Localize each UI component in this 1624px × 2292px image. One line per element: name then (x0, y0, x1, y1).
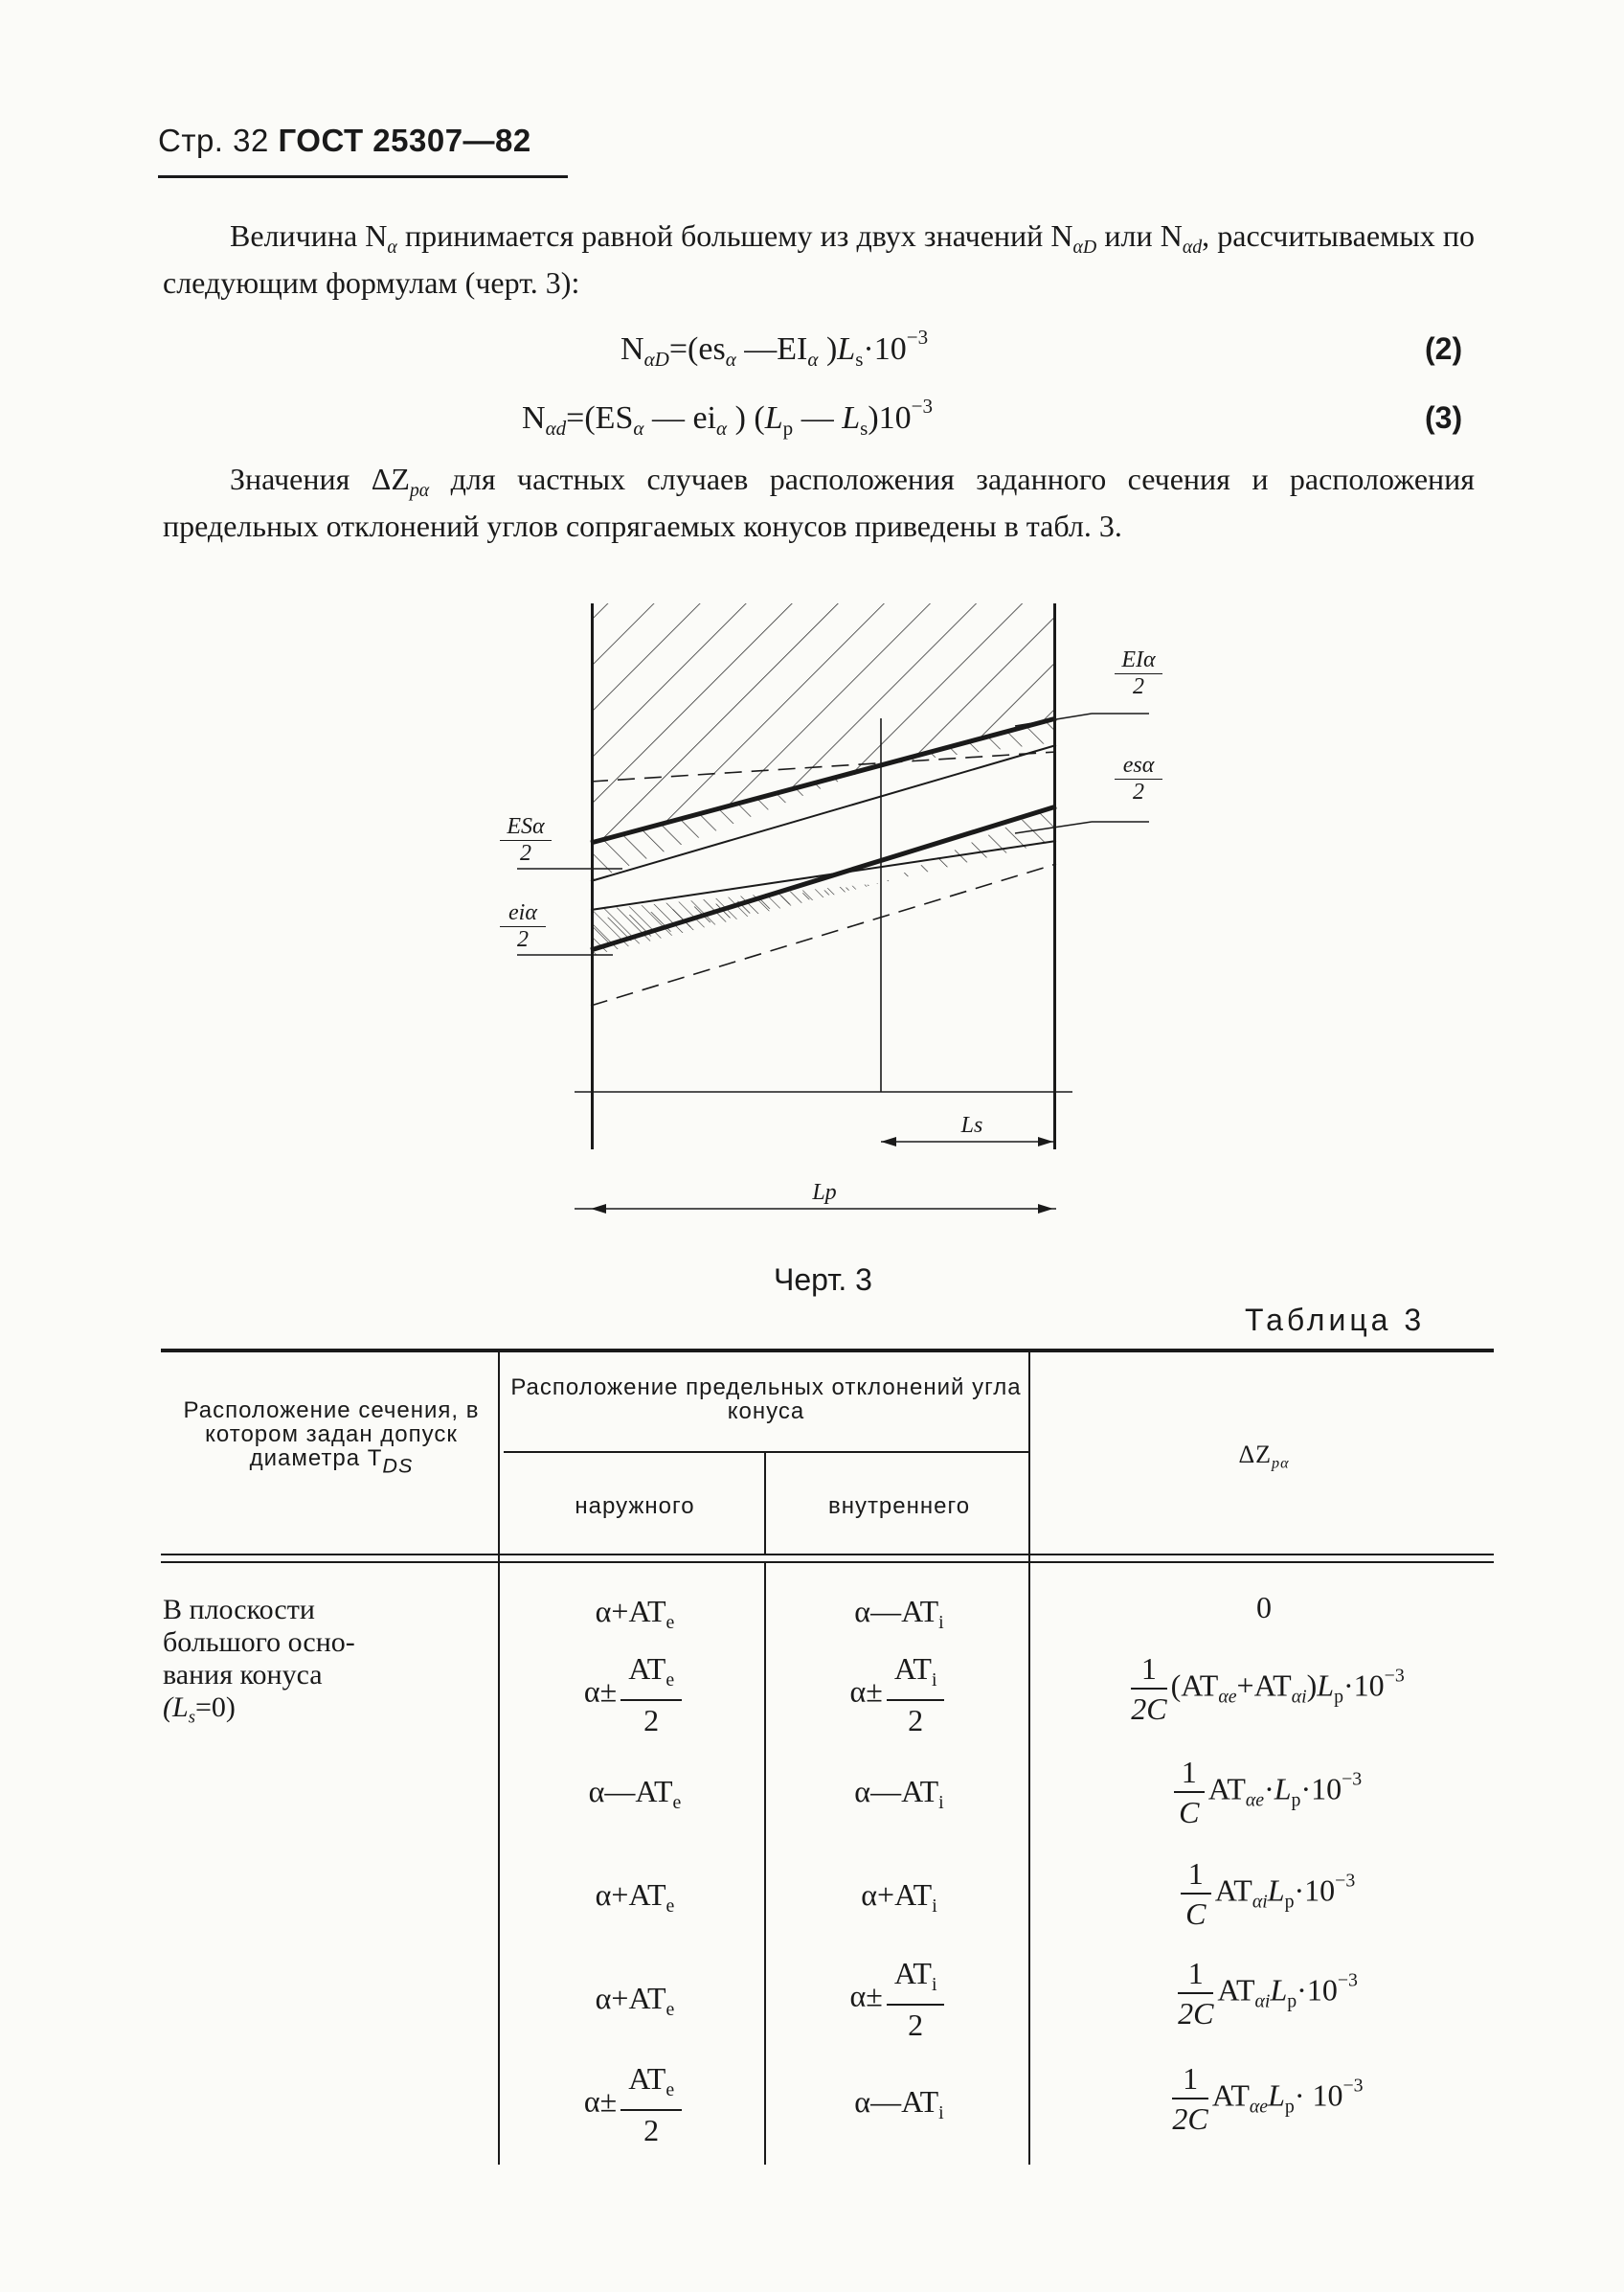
cone-deviation-drawing (479, 594, 1207, 1226)
label-EI: EIα 2 (1115, 647, 1162, 700)
label-ei: eiα 2 (500, 900, 546, 953)
table-row-6-external: α± $\frac{AT_e}{2}$ (508, 2059, 762, 2149)
header-deviation-group: Расположение предельных отклонений угла конуса (510, 1374, 1022, 1424)
table-row-3-internal: $\alpha—AT_i$ (854, 1774, 944, 1813)
table-row-6-dz: $\frac{1}{2C}$ $AT_{\alpha e}L_p\cdot 10^{-3}$ (1172, 2061, 1364, 2136)
figure-caption: Черт. 3 (774, 1262, 872, 1297)
formula-3: $N_{\alpha d}=(ES_\alpha$ — $ei_\alpha$ ) ($L_p$ — $L_s)10^{-3}$ (522, 395, 934, 441)
header-section-location: Расположение сечения, в котором задан допуск диаметра $T_{DS}$ (183, 1397, 480, 1478)
label-Ls: Ls (960, 1113, 983, 1138)
hatched-regions (591, 594, 1056, 956)
location-text: В плоскости большого осно-вания конуса $(L_s=0)$ (163, 1594, 355, 1728)
table-row-1-internal: $\alpha—AT_i$ (854, 1594, 944, 1633)
table-row-2-external: α± $\frac{AT_e}{2}$ (508, 1649, 762, 1739)
standard-number: ГОСТ 25307—82 (278, 123, 531, 158)
formula-2-number: (2) (1425, 331, 1463, 366)
header-rule (158, 175, 568, 178)
table-row-6-internal: $\alpha—AT_i$ (854, 2084, 944, 2123)
table-row-3-dz: $\frac{1}{C}$ $AT_{\alpha e}\cdot L_p\cdot 10^{-3}$ (1038, 1753, 1494, 1831)
table-row-2-internal: α± $\frac{AT_i}{2}$ (772, 1649, 1026, 1739)
table-row-4-internal: $\alpha+AT_i$ (861, 1877, 937, 1917)
page-number: Стр. 32 (158, 123, 269, 158)
label-es: esα 2 (1115, 753, 1162, 806)
table-row-4-dz: $\frac{1}{C}$ $AT_{\alpha i}L_p\cdot 10^{-3}$ (1038, 1854, 1494, 1933)
header-external: наружного (575, 1493, 695, 1519)
label-ES: ESα 2 (500, 814, 552, 867)
table-row-4-external: $\alpha+AT_e$ (595, 1877, 675, 1917)
page-header (158, 123, 531, 159)
table-row-3-external: $\alpha—AT_e$ (588, 1774, 682, 1813)
formula-2: $N_{\alpha D}=(es_\alpha$ $—EI_\alpha$ )$L_s\cdot 10^{-3}$ (620, 326, 929, 372)
table-row-5-external: $\alpha+AT_e$ (595, 1981, 675, 2020)
table-label: Таблица 3 (1245, 1303, 1426, 1337)
table-row-2-dz: $\frac{1}{2C}$ $(AT_{\alpha e}+AT_{\alpha i})L_p\cdot 10^{-3}$ (1131, 1651, 1405, 1726)
label-Lp: Lp (812, 1180, 837, 1205)
header-internal: внутреннего (827, 1493, 971, 1519)
table-row-1-external: $\alpha+AT_e$ (595, 1594, 675, 1633)
table-row-1-dz: 0 (1256, 1590, 1272, 1624)
table-row-5-internal: α± $\frac{AT_i}{2}$ (772, 1954, 1026, 2044)
formula-3-number: (3) (1425, 400, 1463, 435)
table-row-5-dz: $\frac{1}{2C}$ $AT_{\alpha i}L_p\cdot 10^{-3}$ (1178, 1956, 1358, 2031)
header-delta-z: $\Delta Z_{p\alpha}$ (1238, 1441, 1290, 1472)
intro-paragraph: Величина $N_\alpha$ принимается равной большему из двух значений $N_{\alpha D}$ или $N_{\alpha d}$, рассчитываемых по следующим формулам (черт. 3): (163, 218, 1476, 300)
values-paragraph: Значения $\Delta Z_{p\alpha}$ для частных случаев расположения заданного сечения и расположения предельных отклонений углов сопрягаемых конусов приведены в табл. 3. (163, 462, 1476, 543)
